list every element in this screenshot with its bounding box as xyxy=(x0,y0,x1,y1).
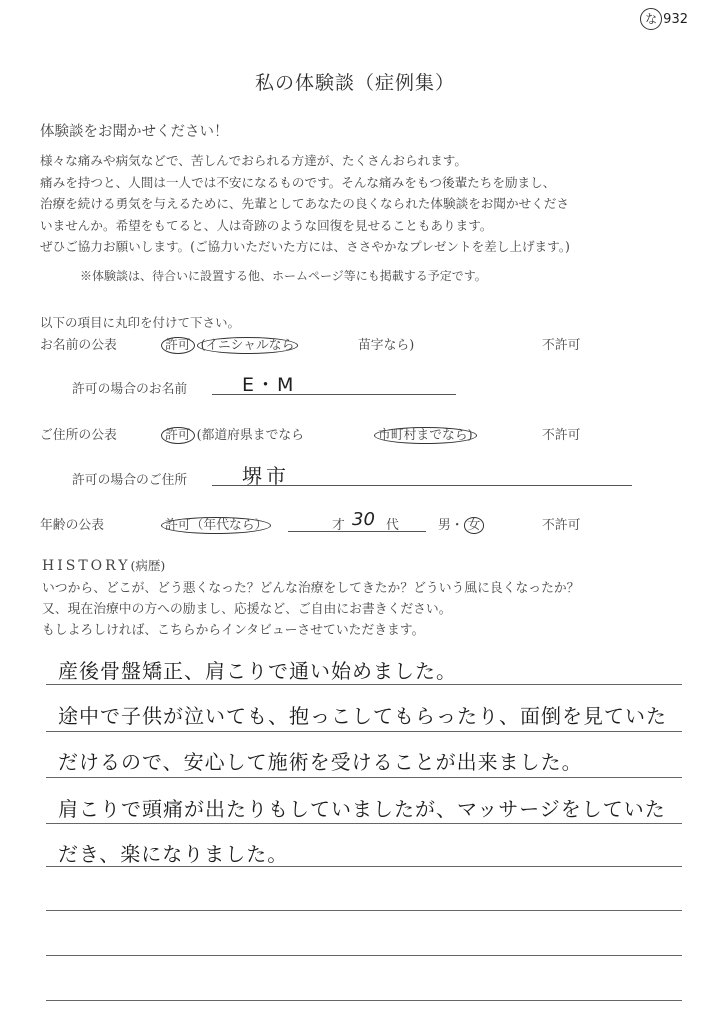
handwritten-line[interactable]: だき、楽になりました。 xyxy=(58,842,289,866)
page-title: 私の体験談（症例集） xyxy=(254,72,455,94)
ruled-line xyxy=(46,823,682,824)
circled-mark: な xyxy=(640,8,662,30)
intro-line: 様々な痛みや病気などで、苦しんでおられる方達が、たくさんおられます。 xyxy=(40,153,467,168)
intro-line: ぜひご協力お願いします。(ご協力いただいた方には、ささやかなプレゼントを差し上げます。) xyxy=(40,239,570,254)
gender-separator: ・ xyxy=(450,518,464,533)
name-value-label: 許可の場合のお名前 xyxy=(72,382,188,397)
address-deny-option[interactable]: 不許可 xyxy=(542,428,581,443)
intro-paragraph xyxy=(40,150,570,258)
instruction-text: 以下の項目に丸印を付けて下さい。 xyxy=(40,315,241,330)
intro-line: 痛みを持つと、人間は一人では不安になるものです。そんな痛みをもつ後輩たちを励まし、 xyxy=(40,174,556,190)
handwritten-line[interactable]: だけるので、安心して施術を受けることが出来ました。 xyxy=(58,750,583,774)
name-deny-option[interactable]: 不許可 xyxy=(542,338,581,353)
name-publication-label: お名前の公表 xyxy=(40,338,117,353)
address-option-group xyxy=(164,424,304,443)
address-publication-label: ご住所の公表 xyxy=(40,428,117,443)
address-city-option-wrap xyxy=(377,424,477,443)
handwritten-line[interactable]: 産後骨盤矯正、肩こりで通い始めました。 xyxy=(58,659,457,683)
age-publication-label: 年齢の公表 xyxy=(40,518,104,533)
name-underline xyxy=(212,394,456,395)
history-title: HISTORY xyxy=(42,558,131,574)
name-allow-option[interactable]: 許可 xyxy=(161,337,195,354)
history-heading xyxy=(42,556,165,574)
ruled-line xyxy=(46,731,682,732)
address-value[interactable]: 堺市 xyxy=(242,464,290,488)
ruled-line xyxy=(46,684,682,685)
gender-male-option[interactable]: 男 xyxy=(438,518,451,533)
address-value-label: 許可の場合のご住所 xyxy=(72,473,188,488)
name-surname-option[interactable]: 苗字なら) xyxy=(358,338,415,353)
age-sai-unit: 才 xyxy=(332,518,345,533)
address-city-option[interactable]: 市町村までなら) xyxy=(374,427,477,444)
publication-note: ※体験談は、待合いに設置する他、ホームページ等にも掲載する予定です。 xyxy=(80,269,487,283)
gender-female-option[interactable]: 女 xyxy=(464,517,485,534)
name-initial-option[interactable]: (イニシャルなら xyxy=(197,337,299,354)
age-underline xyxy=(288,531,426,532)
document-number-mark xyxy=(640,8,688,30)
ruled-line xyxy=(46,910,682,911)
document-number: 932 xyxy=(663,12,688,27)
address-pref-option[interactable]: (都道府県までなら xyxy=(196,428,304,443)
age-dai-unit: 代 xyxy=(386,518,399,533)
history-prompt-line: いつから、どこが、どう悪くなった？どんな治療をしてきたか？どういう風に良くなったか？ xyxy=(42,581,580,596)
history-prompt xyxy=(42,578,579,641)
ruled-line xyxy=(46,866,682,867)
age-allow-option-wrap xyxy=(164,514,271,533)
intro-line: 治療を続ける勇気を与えるために、先輩としてあなたの良くなられた体験談をお聞かせくださ xyxy=(40,196,569,211)
handwritten-line[interactable]: 途中で子供が泣いても、抱っこしてもらったり、面倒を見ていた xyxy=(58,704,667,728)
ruled-line xyxy=(46,777,682,778)
history-prompt-line: もしよろしければ、こちらからインタビューさせていただきます。 xyxy=(42,623,425,638)
address-underline xyxy=(212,485,632,486)
history-prompt-line: 又、現在治療中の方への励まし、応援など、ご自由にお書きください。 xyxy=(42,602,452,617)
age-deny-option[interactable]: 不許可 xyxy=(542,518,581,533)
name-value[interactable]: E・M xyxy=(242,374,296,396)
age-allow-option[interactable]: 許可（年代なら） xyxy=(161,517,271,534)
intro-line: いませんか。希望をもてると、人は奇跡のような回復を見せることもあります。 xyxy=(40,217,493,233)
name-option-group xyxy=(164,334,298,353)
section-heading: 体験談をお聞かせください！ xyxy=(40,124,229,140)
handwritten-line[interactable]: 肩こりで頭痛が出たりもしていましたが、マッサージをしていた xyxy=(58,797,666,821)
ruled-line xyxy=(46,1000,682,1001)
age-value[interactable]: 30 xyxy=(352,509,375,530)
gender-group xyxy=(438,514,484,533)
address-allow-option[interactable]: 許可 xyxy=(161,427,195,444)
ruled-line xyxy=(46,955,682,956)
history-title-note: (病歴) xyxy=(130,558,166,573)
